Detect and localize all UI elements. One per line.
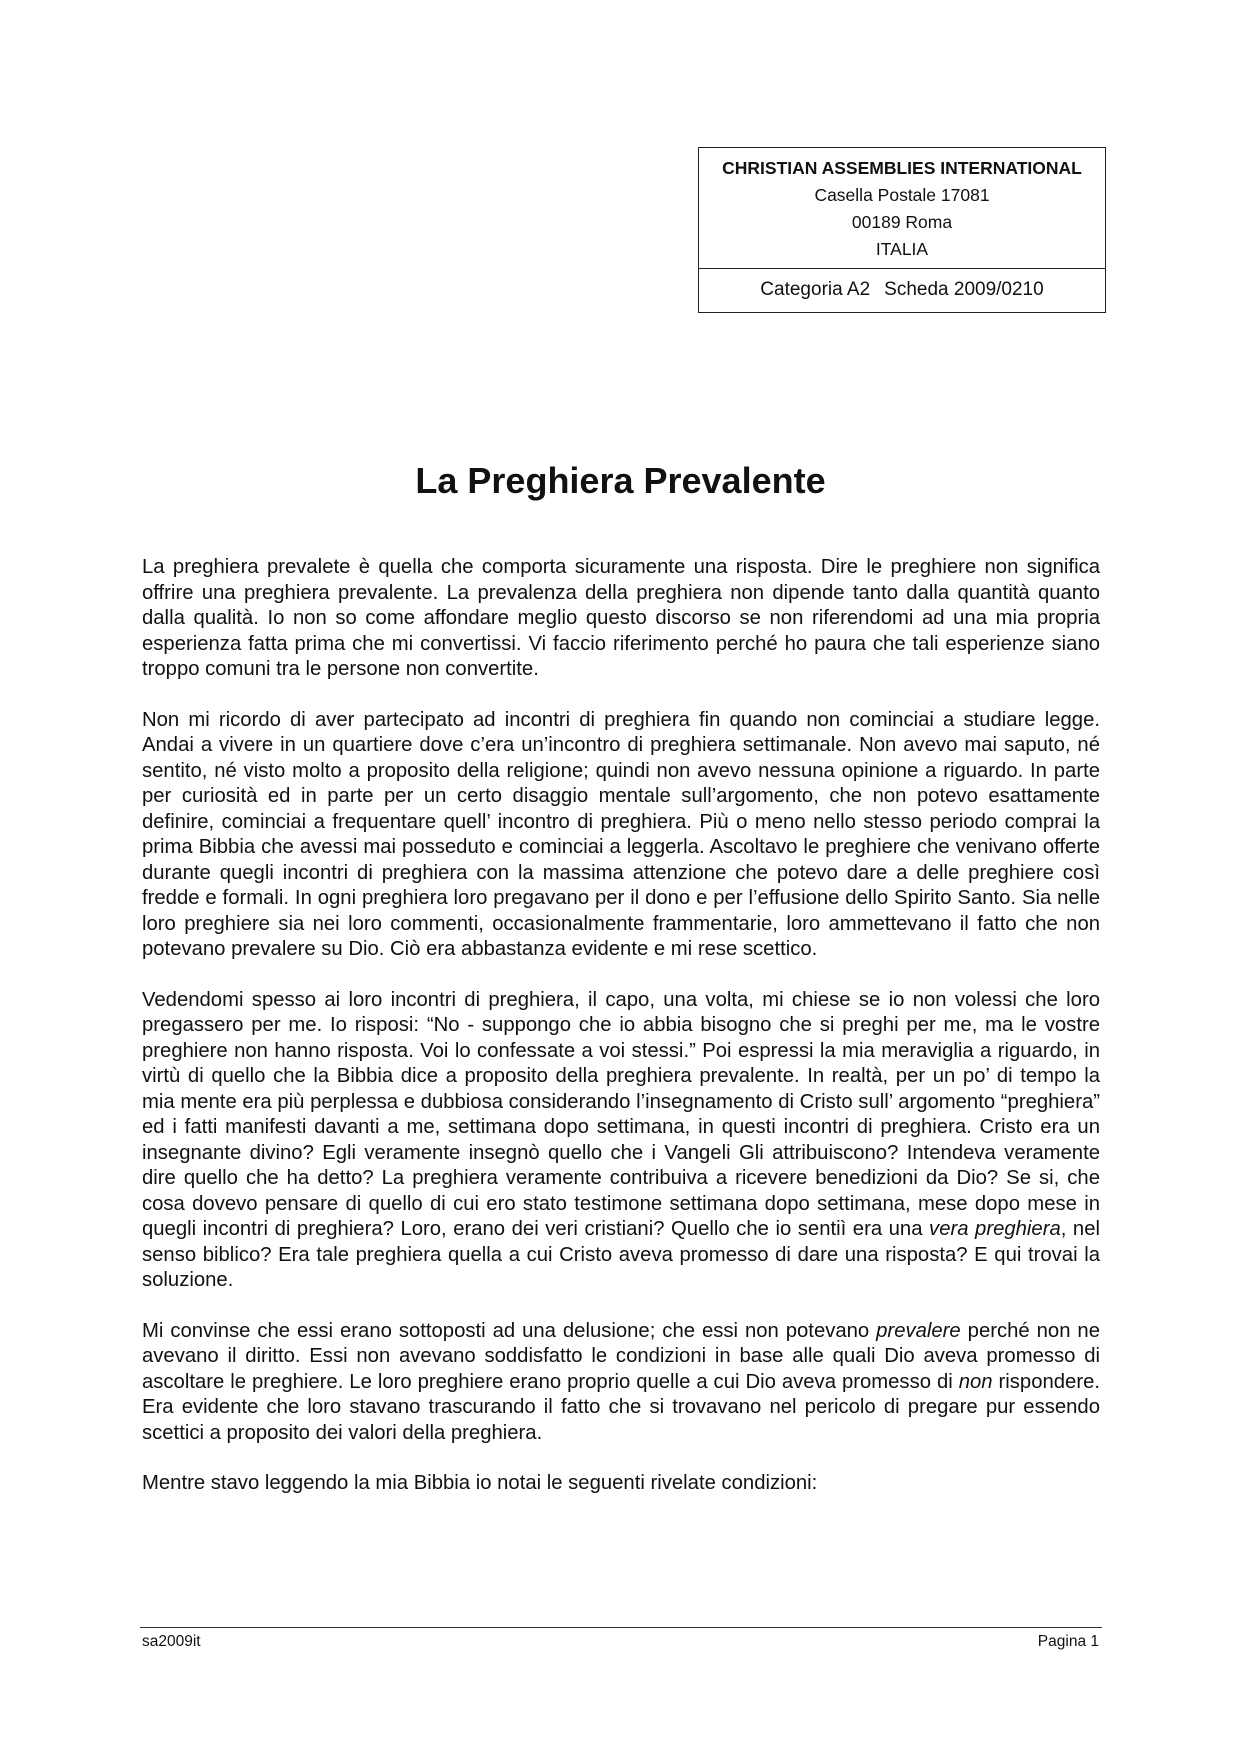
- italic-emphasis: prevalere: [876, 1319, 961, 1342]
- paragraph-text: , nel senso biblico? Era tale preghiera quella a cui Cristo aveva promesso di dare una risposta? E qui trovai la soluzione.: [142, 1218, 1100, 1291]
- category-label: Categoria A2: [760, 279, 871, 300]
- paragraph-text: Mentre stavo leggendo la mia Bibbia io notai le seguenti rivelate condizioni:: [142, 1472, 818, 1494]
- paragraph-text: Vedendomi spesso ai loro incontri di preghiera, il capo, una volta, mi chiese se io non volessi che loro pregassero per me. Io risposi: “No - suppongo che io abbia bisogno che si preghi per me, ma le vostre preghiere non hanno risposta. Voi lo confessate a voi stessi.” Poi espressi la mia meraviglia a riguardo, in virtù di quello che la Bibbia dice a proposito della preghiera prevalente. In realtà, per un po’ di tempo la mia mente era più perplessa e dubbiosa considerando l’insegnamento di Cristo sull’ argomento “preghiera” ed i fatti manifesti davanti a me, settimana dopo settimana, in questi incontri di preghiera. Cristo era un insegnante divino? Egli veramente insegnò quello che i Vangeli Gli attribuiscono? Intendeva veramente dire quello che ha detto? La preghiera veramente contribuiva a ricevere benedizioni da Dio? Se si, che cosa dovevo pensare di quello di cui ero stato testimone settimana dopo settimana, mese dopo mese in quegli incontri di preghiera? Loro, erano dei veri cristiani? Quello che io sentiì era una: [142, 988, 1100, 1240]
- category-sheet-row: [699, 268, 1105, 312]
- paragraph-text: Non mi ricordo di aver partecipato ad incontri di preghiera fin quando non cominciai a studiare legge. Andai a vivere in un quartiere dove c’era un’incontro di preghiera settimanale. Non avevo mai saputo, né sentito, né visto molto a proposito della religione; quindi non avevo nessuna opinione a riguardo. In parte per curiosità ed in parte per un certo disaggio mentale sull’argomento, che non potevo esattamente definire, cominciai a frequentare quell’ incontro di preghiera. Più o meno nello stesso periodo comprai la prima Bibbia che avessi mai posseduto e cominciai a leggerla. Ascoltavo le preghiere che venivano offerte durante quegli incontri di preghiera con la massima attenzione che potevo dare a delle preghiere così fredde e formali. In ogni preghiera loro pregavano per il dono e per l’effusione dello Spirito Santo. Sia nelle loro preghiere sia nei loro commenti, occasionalmente frammentarie, loro ammettevano il fatto che non potevano prevalere su Dio. Ciò era abbastanza evidente e mi rese scettico.: [142, 708, 1100, 960]
- body-paragraph: [142, 1319, 1100, 1447]
- address-line-country: ITALIA: [875, 239, 929, 259]
- footer-divider: [140, 1627, 1102, 1628]
- italic-emphasis: non: [958, 1370, 993, 1393]
- organization-name: CHRISTIAN ASSEMBLIES INTERNATIONAL: [722, 158, 1082, 178]
- document-title: La Preghiera Prevalente: [415, 460, 826, 501]
- paragraph-text: Mi convinse che essi erano sottoposti ad una delusione; che essi non potevano: [142, 1319, 877, 1342]
- body-paragraph: [142, 708, 1100, 963]
- italic-emphasis: vera preghiera: [929, 1218, 1061, 1240]
- paragraph-text: La preghiera prevalete è quella che comporta sicuramente una risposta. Dire le preghiere non significa offrire una preghiera prevalente. La prevalenza della preghiera non dipende tanto dalla quantità quanto dalla qualità. Io non so come affondare meglio questo discorso se non riferendomi ad una mia propria esperienza fatta prima che mi convertissi. Vi faccio riferimento perché ho paura che tali esperienze siano troppo comuni tra le persone non convertite.: [142, 556, 1100, 680]
- paragraph-text: rispondere. Era evidente che loro stavano trascurando il fatto che si trovavano nel pericolo di pregare pur essendo scettici a proposito dei valori della preghiera.: [142, 1370, 1100, 1444]
- paragraph-text: perché non ne avevano il diritto. Essi non avevano soddisfatto le condizioni in base alle quali Dio aveva promesso di ascoltare le preghiere. Le loro preghiere erano proprio quelle a cui Dio aveva promesso di: [142, 1319, 1100, 1393]
- body-paragraph: [142, 1471, 1100, 1497]
- address-box: [698, 147, 1106, 313]
- footer-document-code: sa2009it: [142, 1633, 201, 1650]
- footer-page-number: Pagina 1: [1037, 1633, 1099, 1650]
- address-block: [699, 148, 1105, 268]
- address-line-po-box: Casella Postale 17081: [814, 185, 990, 205]
- body-paragraph: [142, 988, 1100, 1294]
- body-paragraph: [142, 555, 1100, 683]
- document-body: [142, 555, 1100, 1522]
- address-line-city: 00189 Roma: [851, 212, 953, 232]
- sheet-number: Scheda 2009/0210: [884, 279, 1044, 300]
